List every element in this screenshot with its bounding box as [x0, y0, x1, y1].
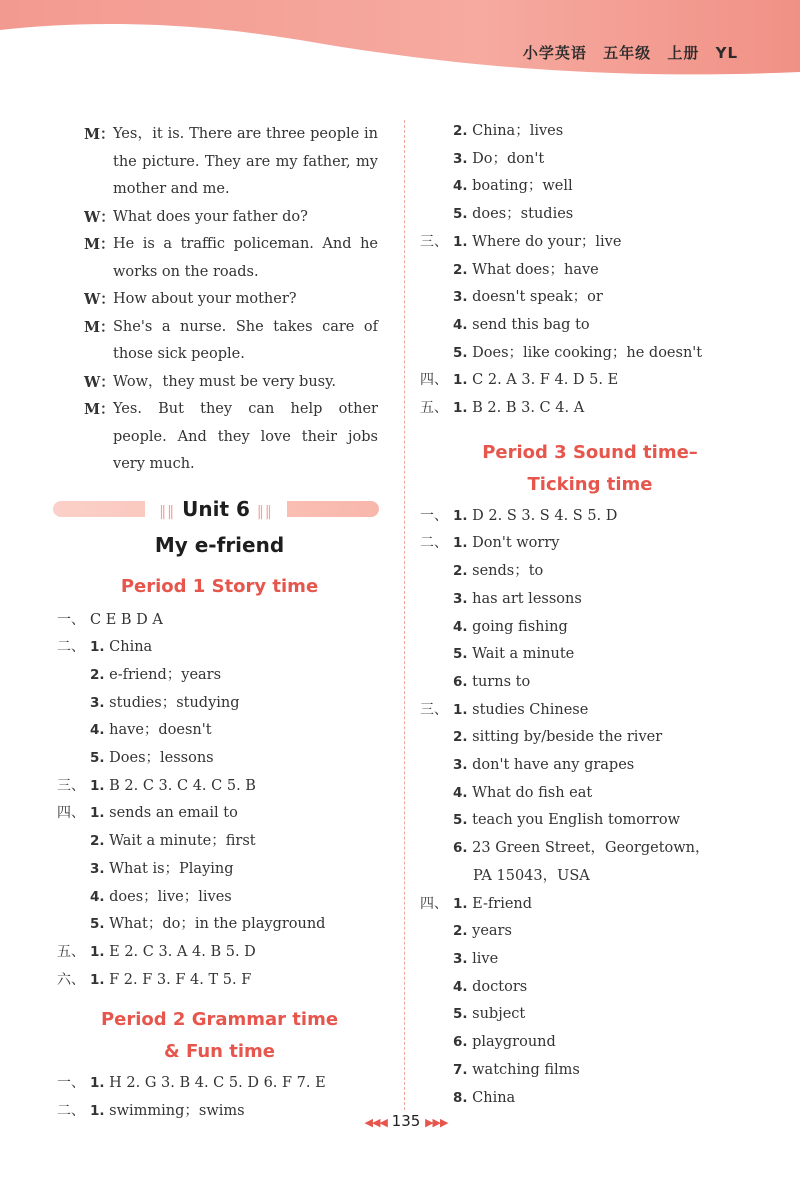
item-number: 3. [453, 150, 468, 167]
answer-line [420, 395, 760, 423]
answer-line [420, 1001, 760, 1029]
left-column [57, 121, 382, 1126]
item-number: 5. [90, 916, 105, 933]
item-number: 1. [453, 701, 468, 718]
answer-text: live [472, 950, 499, 967]
period2-subtitle: & Fun time [164, 1041, 275, 1063]
answer-text: sitting by/beside the river [472, 729, 663, 746]
dialogue-line [57, 314, 382, 369]
item-number: 4. [453, 618, 468, 635]
answer-line [420, 697, 760, 725]
answer-text: H 2. G 3. B 4. C 5. D 6. F 7. E [109, 1075, 326, 1092]
section-marker: 三、 [420, 233, 448, 250]
period3-subtitle: Ticking time [527, 473, 653, 495]
answer-text: years [472, 923, 512, 940]
answer-line [57, 1070, 382, 1098]
item-number: 3. [453, 289, 468, 306]
answer-text: sends；to [472, 563, 544, 580]
answer-text: doesn't speak；or [472, 289, 603, 306]
right-arrows-icon: ▶▶▶ [425, 1116, 448, 1129]
section-marker: 四、 [420, 895, 448, 912]
answer-line [420, 835, 760, 863]
period3-title: Period 3 Sound time– [482, 441, 698, 463]
answer-text: Do；don't [472, 150, 545, 167]
right-column [420, 118, 760, 1112]
period1-answers [57, 607, 382, 995]
answer-text: e-friend；years [109, 666, 222, 683]
answer-line [420, 863, 760, 891]
answer-line [420, 807, 760, 835]
answer-line [420, 229, 760, 257]
answer-line [57, 662, 382, 690]
section-marker: 二、 [57, 1103, 85, 1120]
speaker-label: M： [84, 236, 115, 253]
answer-text: don't have any grapes [472, 757, 635, 774]
column-divider [404, 120, 405, 1110]
item-number: 1. [90, 639, 105, 656]
answer-line [57, 800, 382, 828]
dialogue-text: Wow，they must be very busy. [113, 373, 336, 390]
item-number: 5. [453, 1006, 468, 1023]
answer-text: Does；lessons [109, 750, 214, 767]
item-number: 1. [90, 1103, 105, 1120]
answer-line [420, 173, 760, 201]
dialogue-line [57, 396, 382, 479]
answer-text: B 2. B 3. C 4. A [472, 400, 585, 417]
item-number: 1. [453, 507, 468, 524]
answer-text: What；do；in the playground [109, 916, 326, 933]
item-number: 1. [453, 372, 468, 389]
item-number: 2. [453, 261, 468, 278]
answer-text: turns to [472, 673, 531, 690]
answer-text: Wait a minute；first [109, 833, 256, 850]
section-marker: 五、 [57, 943, 85, 960]
period2-answers-continued [420, 118, 760, 423]
speaker-label: W： [84, 291, 115, 308]
item-number: 5. [453, 646, 468, 663]
dialogue-text: How about your mother? [113, 291, 297, 307]
answer-line [57, 911, 382, 939]
section-marker: 四、 [420, 372, 448, 389]
item-number: 1. [90, 777, 105, 794]
answer-text: sends an email to [109, 805, 238, 822]
item-number: 2. [453, 923, 468, 940]
answer-text: boating；well [472, 178, 573, 195]
item-number: 4. [453, 978, 468, 995]
dialogue-text: She's a nurse. She takes care of those sick people. [113, 318, 378, 362]
answer-line [420, 1057, 760, 1085]
answer-line [420, 946, 760, 974]
section-marker: 六、 [57, 971, 85, 988]
item-number: 2. [453, 123, 468, 139]
section-marker: 三、 [57, 777, 85, 794]
header-subject: 小学英语 [522, 44, 587, 62]
answer-line [57, 717, 382, 745]
dialogue-line [57, 121, 382, 204]
item-number: 2. [453, 563, 468, 580]
answer-line [57, 884, 382, 912]
dialogue-line [57, 204, 382, 232]
answer-line [420, 641, 760, 669]
item-number: 3. [453, 950, 468, 967]
section-marker: 四、 [57, 805, 85, 822]
unit-label-text: Unit 6 [182, 496, 250, 521]
answer-line [420, 367, 760, 395]
item-number: 3. [90, 694, 105, 711]
dialogue-line [57, 286, 382, 314]
answer-line [57, 745, 382, 773]
dialogue-text: He is a traffic policeman. And he works on the roads. [113, 236, 378, 280]
answer-line [420, 752, 760, 780]
answer-text: Wait a minute [472, 646, 575, 663]
item-number: 4. [90, 722, 105, 739]
answer-text: F 2. F 3. F 4. T 5. F [109, 971, 252, 988]
speaker-label: M： [84, 318, 115, 336]
answer-line [57, 828, 382, 856]
section-marker: 一、 [57, 611, 85, 628]
dialogue-line [57, 369, 382, 397]
item-number: 5. [453, 206, 468, 223]
section-marker: 三、 [420, 701, 448, 718]
answer-line [57, 856, 382, 884]
header-label [513, 42, 738, 63]
item-number: 4. [90, 888, 105, 905]
answer-line [420, 586, 760, 614]
answer-line [420, 312, 760, 340]
answer-text: playground [472, 1034, 556, 1051]
item-number: 1. [453, 895, 468, 912]
answer-line [420, 118, 760, 146]
answer-text: teach you English tomorrow [472, 812, 681, 829]
page-number-text: 135 [391, 1112, 421, 1130]
answer-line [420, 284, 760, 312]
answer-text: studies；studying [109, 694, 240, 711]
answer-line [420, 669, 760, 697]
answer-line [420, 974, 760, 1002]
answer-text: C E B D A [90, 611, 163, 628]
answer-text: China；lives [472, 123, 564, 139]
unit-title: My e-friend [154, 532, 285, 557]
item-number: 3. [90, 860, 105, 877]
period1-title: Period 1 Story time [120, 575, 319, 597]
period2-title: Period 2 Grammar time [100, 1009, 339, 1031]
answer-text: subject [472, 1006, 526, 1023]
speaker-label: W： [84, 373, 115, 391]
period3-answers [420, 503, 760, 1112]
item-number: 6. [453, 673, 468, 690]
section-marker: 二、 [57, 639, 85, 656]
dialogue-line [57, 231, 382, 286]
answer-text: Don't worry [472, 535, 560, 552]
left-arrows-icon: ◀◀◀ [364, 1116, 387, 1129]
item-number: 1. [90, 1075, 105, 1092]
answer-text: What does；have [472, 261, 599, 278]
answer-text: studies Chinese [472, 701, 589, 718]
section-marker: 五、 [420, 400, 448, 417]
section-marker: 二、 [420, 535, 448, 552]
item-number: 2. [90, 833, 105, 850]
answer-text: E 2. C 3. A 4. B 5. D [109, 943, 256, 960]
speaker-label: W： [84, 208, 115, 226]
answer-line [57, 690, 382, 718]
item-number: 8. [453, 1089, 468, 1106]
answer-text: E-friend [472, 895, 533, 912]
answer-line [420, 257, 760, 285]
item-number: 6. [453, 1034, 468, 1051]
unit-banner [53, 491, 379, 527]
dialogue-text: Yes. But they can help other people. And they love their jobs very much. [113, 401, 378, 472]
speaker-label: M： [84, 126, 115, 143]
answer-text: Where do your；live [472, 233, 622, 250]
item-number: 2. [453, 729, 468, 746]
answer-text: has art lessons [472, 590, 582, 607]
item-number: 5. [453, 344, 468, 361]
speaker-label: M： [84, 401, 115, 418]
item-number: 5. [90, 750, 105, 767]
dialogue [57, 121, 382, 479]
answer-text: What is；Playing [109, 860, 234, 877]
answer-line [420, 724, 760, 752]
answer-text: have；doesn't [109, 722, 212, 739]
answer-line [420, 558, 760, 586]
answer-text: doctors [472, 978, 528, 995]
answer-line [57, 773, 382, 801]
answer-line [420, 340, 760, 368]
answer-line [420, 780, 760, 808]
answer-line [420, 146, 760, 174]
answer-text: China [109, 639, 153, 656]
item-number: 3. [453, 757, 468, 774]
item-number: 1. [453, 400, 468, 417]
answer-line [57, 634, 382, 662]
answer-text: What do fish eat [472, 784, 593, 801]
answer-text: going fishing [472, 618, 568, 635]
item-number: 1. [90, 805, 105, 822]
answer-text: China [472, 1089, 516, 1106]
answer-line [420, 891, 760, 919]
item-number: 4. [453, 316, 468, 333]
answer-text: does；studies [472, 206, 574, 223]
answer-line [420, 918, 760, 946]
answer-line [57, 939, 382, 967]
item-number: 3. [453, 590, 468, 607]
answer-text: C 2. A 3. F 4. D 5. E [472, 372, 619, 389]
header-grade: 五年级 [603, 44, 652, 62]
item-number: 5. [453, 812, 468, 829]
unit-label: ‖‖ Unit 6 ‖‖ [145, 491, 287, 527]
item-number: 6. [453, 840, 468, 857]
answer-line [57, 607, 382, 635]
page-number [341, 1112, 471, 1130]
section-marker: 一、 [57, 1075, 85, 1092]
item-number: 4. [453, 178, 468, 195]
answer-text: D 2. S 3. S 4. S 5. D [472, 507, 618, 524]
header-edition: YL [715, 44, 738, 62]
answer-text: does；live；lives [109, 888, 232, 905]
item-number: 4. [453, 784, 468, 801]
item-number: 1. [453, 535, 468, 552]
item-number: 1. [453, 233, 468, 250]
answer-text: Does；like cooking；he doesn't [472, 344, 703, 361]
item-number: 7. [453, 1061, 468, 1078]
answer-line [420, 530, 760, 558]
answer-text: send this bag to [472, 316, 590, 333]
period2-answers [57, 1070, 382, 1125]
answer-text: PA 15043，USA [473, 867, 590, 884]
answer-text: 23 Green Street，Georgetown， [472, 840, 710, 857]
answer-line [57, 967, 382, 995]
answer-text: B 2. C 3. C 4. C 5. B [109, 777, 256, 794]
answer-line [57, 1098, 382, 1126]
item-number: 2. [90, 666, 105, 683]
answer-line [420, 1085, 760, 1113]
answer-line [420, 503, 760, 531]
section-marker: 一、 [420, 507, 448, 524]
answer-text: swimming；swims [109, 1103, 245, 1120]
item-number: 1. [90, 971, 105, 988]
answer-text: watching films [472, 1061, 580, 1078]
answer-line [420, 614, 760, 642]
dialogue-text: Yes，it is. There are three people in the picture. They are my father, my mother and me. [113, 126, 378, 197]
answer-line [420, 201, 760, 229]
item-number: 1. [90, 943, 105, 960]
dialogue-text: What does your father do? [113, 208, 308, 225]
answer-line [420, 1029, 760, 1057]
header-volume: 上册 [667, 44, 700, 62]
